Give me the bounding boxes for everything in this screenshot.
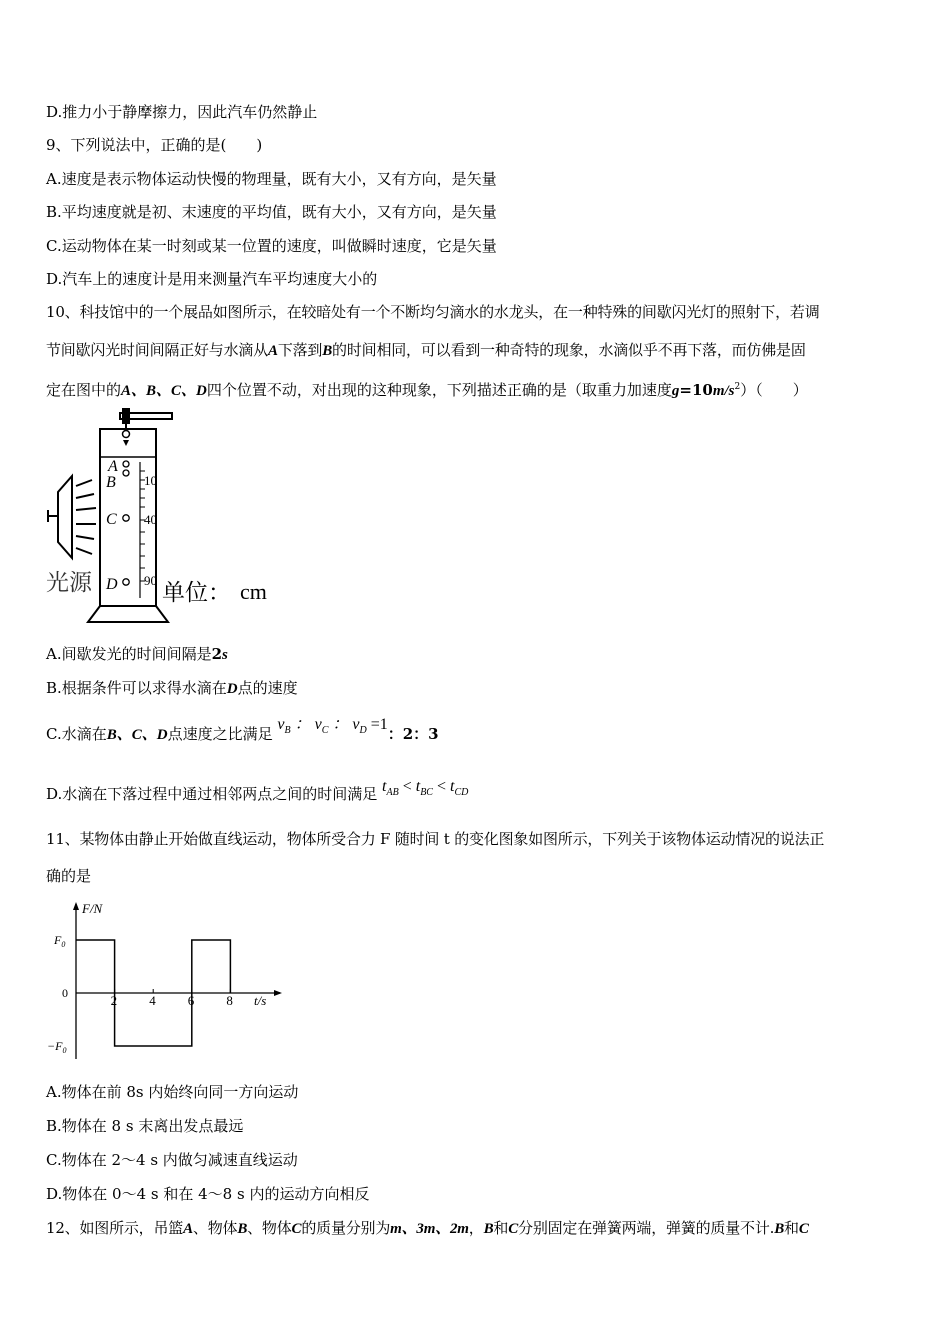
drop-d bbox=[123, 579, 129, 585]
drop-a bbox=[123, 461, 129, 467]
y-axis-label: F/N bbox=[82, 901, 103, 916]
x-tick-label: 2 bbox=[110, 993, 118, 1008]
y-axis-arrow bbox=[73, 902, 79, 910]
x-tick-label: 4 bbox=[149, 993, 156, 1008]
q10-figure bbox=[44, 408, 284, 634]
q11-option-d: D.物体在 0～4 s 和在 4～8 s 内的运动方向相反 bbox=[46, 1185, 370, 1203]
x-tick-label: 8 bbox=[226, 993, 233, 1008]
q11-option-a: A.物体在前 8s 内始终向同一方向运动 bbox=[46, 1083, 299, 1101]
y-tick-label: $F_0$ bbox=[54, 933, 66, 949]
q9-option-a: A.速度是表示物体运动快慢的物理量，既有大小，又有方向，是矢量 bbox=[46, 170, 497, 188]
q9-option-b: B.平均速度就是初、末速度的平均值，既有大小，又有方向，是矢量 bbox=[46, 203, 497, 221]
q11-option-b: B.物体在 8 s 末离出发点最远 bbox=[46, 1117, 244, 1135]
time-inequality-formula: $t_{AB} < t_{BC} < t_{CD}$ bbox=[382, 778, 469, 798]
drop-c bbox=[123, 515, 129, 521]
q11-chart bbox=[44, 898, 289, 1060]
label-a: A bbox=[108, 458, 118, 475]
label-d: D bbox=[106, 576, 118, 593]
q9-option-c: C.运动物体在某一时刻或某一位置的速度，叫做瞬时速度，它是矢量 bbox=[46, 237, 497, 255]
q10-stem-line1: 10、科技馆中的一个展品如图所示，在较暗处有一个不断均匀滴水的水龙头，在一种特殊的间歇闪光灯的照射下，若调 bbox=[46, 303, 820, 321]
q11-stem-line2: 确的是 bbox=[46, 867, 92, 885]
light-source-icon bbox=[48, 476, 96, 558]
x-axis-label: t/s bbox=[254, 993, 267, 1008]
q9-option-d: D.汽车上的速度计是用来测量汽车平均速度大小的 bbox=[46, 270, 378, 288]
x-axis-arrow bbox=[274, 990, 282, 996]
velocity-ratio-formula: $v_B$ ： $v_C$ ： $v_D =1$ bbox=[277, 716, 388, 736]
cylinder-base bbox=[88, 606, 168, 622]
q11-option-c: C.物体在 2～4 s 内做匀减速直线运动 bbox=[46, 1151, 298, 1169]
faucet-valve bbox=[123, 431, 130, 438]
q11-stem-line1: 11、某物体由静止开始做直线运动，物体所受合力 F 随时间 t 的变化图象如图所示，下列关于该物体运动情况的说法正 bbox=[46, 830, 825, 848]
label-b: B bbox=[106, 474, 116, 491]
y-tick-label: $-F_0$ bbox=[47, 1039, 67, 1055]
q10-option-d: D.水滴在下落过程中通过相邻两点之间的时间满足 $t_{AB} < t_{BC} < t_{CD}$ bbox=[46, 778, 469, 803]
q12-stem: 12、如图所示，吊篮A、物体B、物体C的质量分别为m、3m、2m，B和C分别固定在弹簧两端，弹簧的质量不计.B和C bbox=[46, 1219, 809, 1237]
scale-40: 40 bbox=[144, 512, 157, 527]
light-source-label: 光源 bbox=[46, 570, 92, 595]
q10-option-b: B.根据条件可以求得水滴在D点的速度 bbox=[46, 679, 298, 697]
q10-option-c: C.水滴在B、C、D点速度之比满足 $v_B$ ： $v_C$ ： $v_D =1$：2：3 bbox=[46, 716, 439, 743]
q9-stem: 9、下列说法中，正确的是( ) bbox=[46, 136, 263, 154]
unit-label: 单位： bbox=[162, 580, 231, 605]
unit-value: cm bbox=[240, 579, 267, 604]
q10-stem-line2: 节间歇闪光时间间隔正好与水滴从A下落到B的时间相同，可以看到一种奇特的现象，水滴似乎不再下落，而仿佛是固 bbox=[46, 341, 806, 359]
q8-option-d: D.推力小于静摩擦力，因此汽车仍然静止 bbox=[46, 103, 318, 121]
q10-option-a: A.间歇发光的时间间隔是2s bbox=[46, 645, 228, 663]
scale-90: 90 bbox=[144, 573, 157, 588]
x-tick-label: 6 bbox=[187, 993, 195, 1008]
q10-stem-line3: 定在图中的A、B、C、D四个位置不动，对出现的这种现象，下列描述正确的是（取重力加速度$g=10m/s^2$）（ ） bbox=[46, 381, 808, 399]
scale-10: 10 bbox=[144, 473, 157, 488]
drop-b bbox=[123, 470, 129, 476]
y-tick-label: 0 bbox=[62, 986, 68, 1000]
label-c: C bbox=[106, 511, 117, 528]
